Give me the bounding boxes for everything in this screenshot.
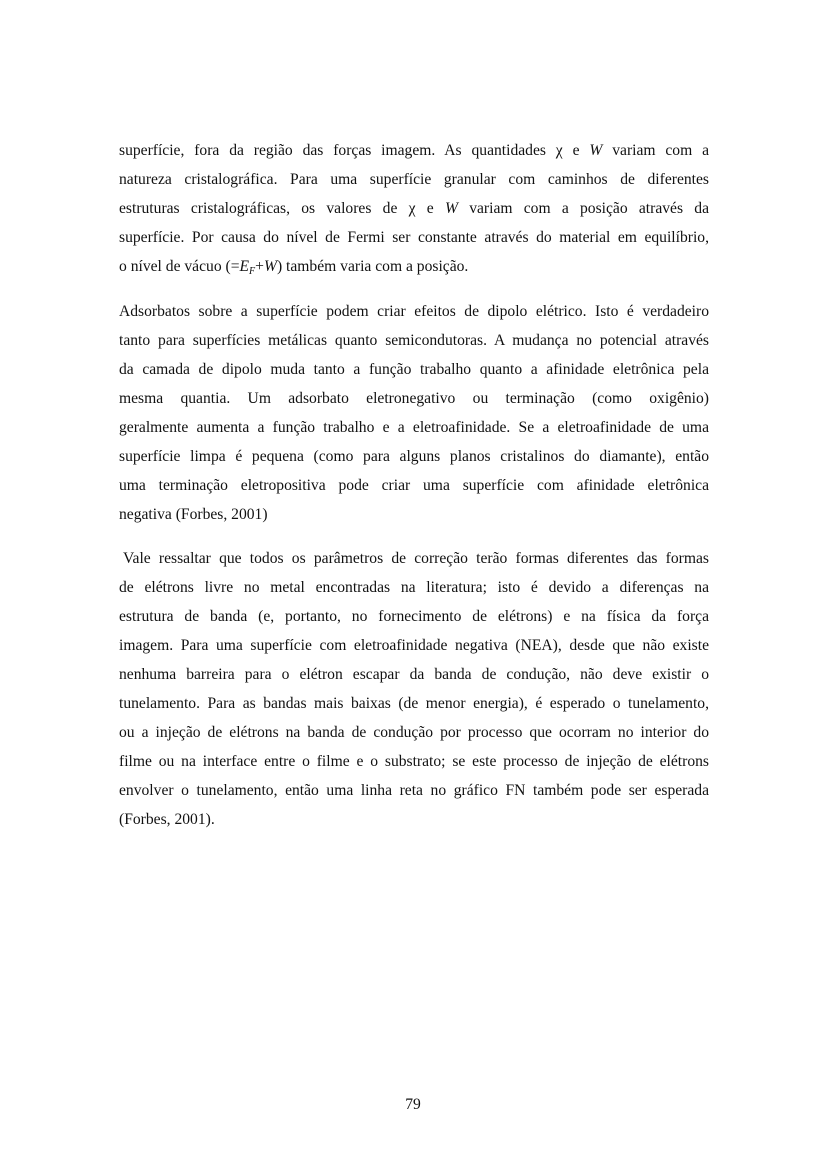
text-line: tanto para superfícies metálicas quanto semicondutoras. A mudança no potencial através [119, 332, 709, 349]
text-line: superfície, fora da região das forças imagem. As quantidades χ e W variam com a [119, 142, 710, 159]
text-line: da camada de dipolo muda tanto a função trabalho quanto a afinidade eletrônica pela [119, 361, 709, 378]
text-line: (Forbes, 2001). [119, 811, 215, 828]
text-line: uma terminação eletropositiva pode criar uma superfície com afinidade eletrônica [119, 477, 709, 494]
symbol-w: W [263, 258, 277, 275]
text-line: natureza cristalográfica. Para uma superfície granular com caminhos de diferentes [119, 171, 709, 188]
text-line: mesma quantia. Um adsorbato eletronegativo ou terminação (como oxigênio) [119, 390, 709, 407]
text-line: envolver o tunelamento, então uma linha reta no gráfico FN também pode ser esperada [119, 782, 709, 799]
symbol-e: E [239, 258, 250, 275]
subscript-f: F [249, 266, 256, 277]
text-line: o nível de vácuo $(=E_F+W)$ também varia com a posição. [119, 258, 469, 277]
page-number: 79 [405, 1096, 421, 1113]
text-line: nenhuma barreira para o elétron escapar da banda de condução, não deve existir o [119, 666, 709, 683]
text-line: ou a injeção de elétrons na banda de condução por processo que ocorram no interior do [119, 724, 709, 741]
text-line: imagem. Para uma superfície com eletroafinidade negativa (NEA), desde que não existe [119, 637, 709, 654]
text-line: geralmente aumenta a função trabalho e a eletroafinidade. Se a eletroafinidade de uma [119, 419, 709, 436]
text-line: tunelamento. Para as bandas mais baixas (de menor energia), é esperado o tunelamento, [119, 695, 709, 712]
text-line: superfície. Por causa do nível de Fermi ser constante através do material em equilíbrio, [119, 229, 709, 246]
symbol-w: W [444, 200, 458, 217]
text-line: de elétrons livre no metal encontradas na literatura; isto é devido a diferenças na [119, 579, 709, 596]
paragraph-1 [119, 136, 709, 286]
text-line: negativa (Forbes, 2001) [119, 506, 268, 523]
paragraph-3 [119, 544, 709, 834]
symbol-w: W [589, 142, 603, 159]
text-line: filme ou na interface entre o filme e o substrato; se este processo de injeção de elétrons [119, 753, 709, 770]
text-line: estrutura de banda (e, portanto, no fornecimento de elétrons) e na física da força [119, 608, 709, 625]
text-line: estruturas cristalográficas, os valores de χ e W variam com a posição através da [119, 200, 709, 217]
text-line: Vale ressaltar que todos os parâmetros de correção terão formas diferentes das formas [123, 550, 709, 567]
paragraph-2 [119, 297, 709, 529]
text-line: superfície limpa é pequena (como para alguns planos cristalinos do diamante), então [119, 448, 709, 465]
text-line: Adsorbatos sobre a superfície podem criar efeitos de dipolo elétrico. Isto é verdadeiro [119, 303, 709, 320]
